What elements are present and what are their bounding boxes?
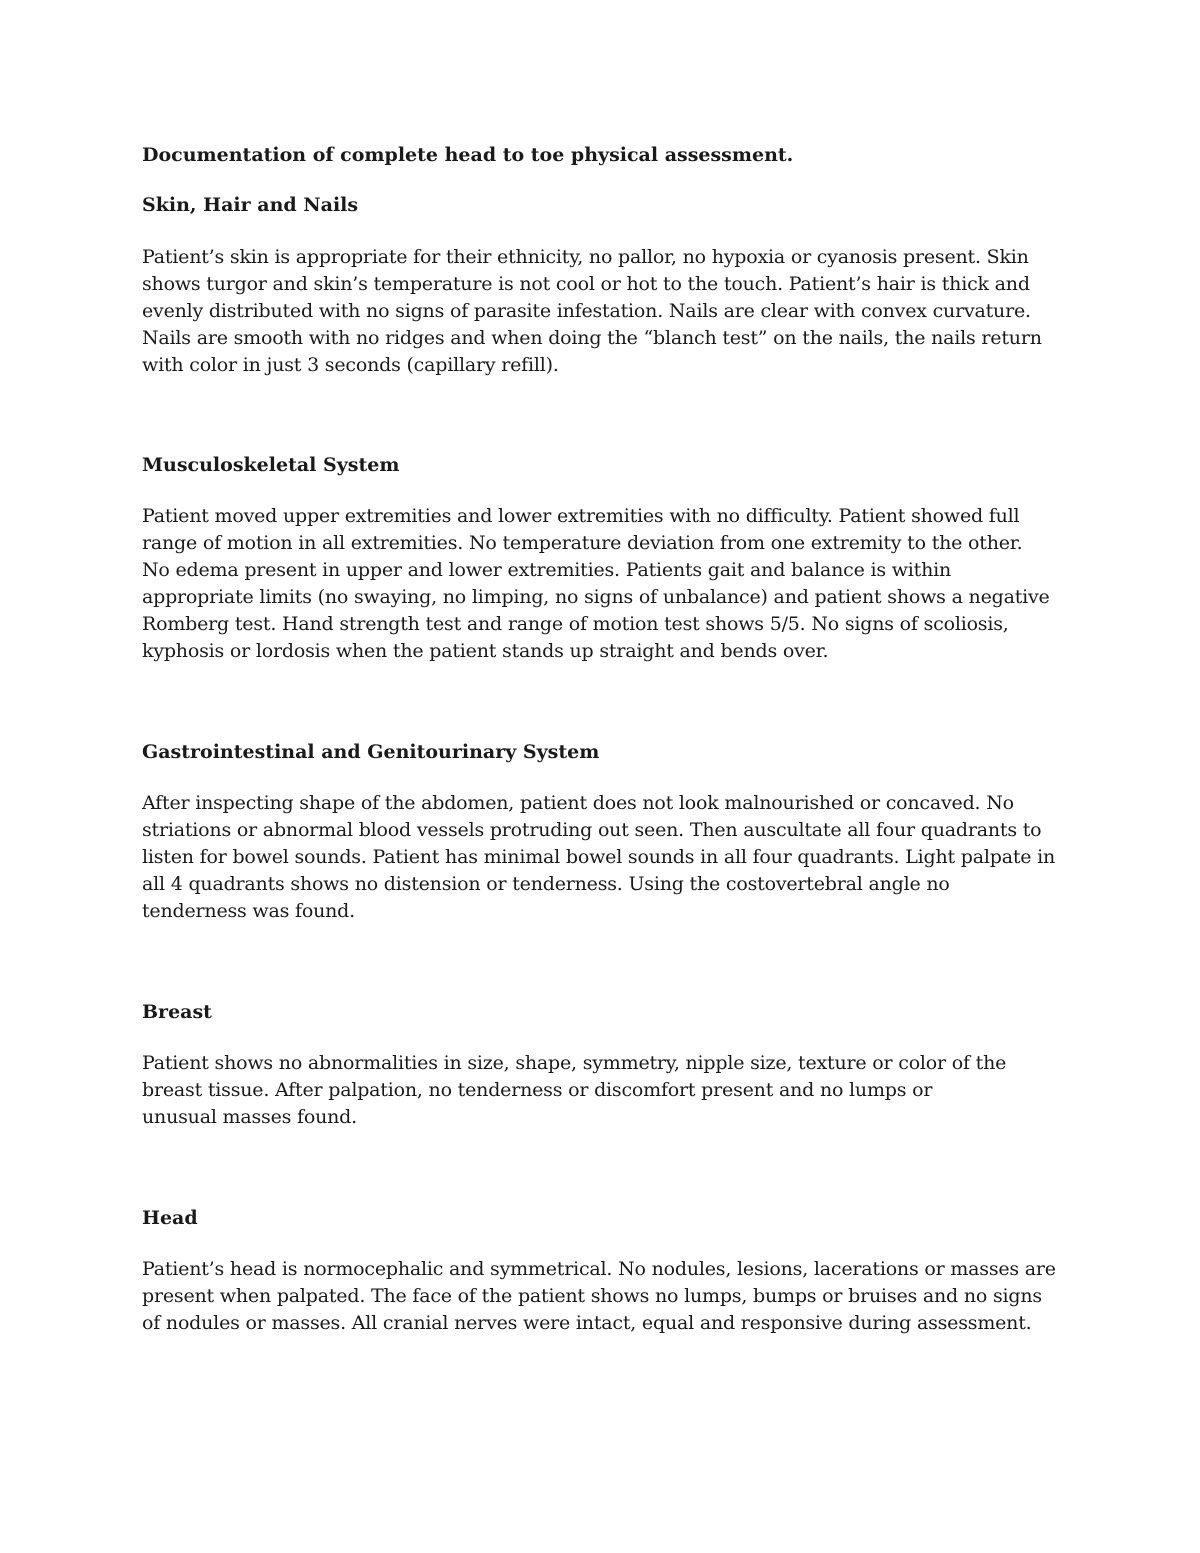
- section-heading-gastrointestinal: Gastrointestinal and Genitourinary System: [142, 741, 600, 763]
- section-body-breast: Patient shows no abnormalities in size, shape, symmetry, nipple size, texture or color of the breast tissue. After palpation, no tenderness or discomfort present and no lumps or unusual masses found.: [142, 1052, 1007, 1128]
- section-body-head: Patient’s head is normocephalic and symmetrical. No nodules, lesions, lacerations or masses are present when palpated. The face of the patient shows no lumps, bumps or bruises and no signs of nodules or masses. All cranial nerves were intact, equal and responsive during assessment.: [142, 1258, 1056, 1334]
- section-heading-skin-hair-nails: Skin, Hair and Nails: [142, 194, 359, 216]
- title-block: [142, 132, 793, 169]
- section-heading-head: Head: [142, 1207, 198, 1229]
- section-body-skin-hair-nails: Patient’s skin is appropriate for their ethnicity, no pallor, no hypoxia or cyanosis present. Skin shows turgor and skin’s temperature is not cool or hot to the touch. Patient’s hair is thick and evenly distributed with no signs of parasite infestation. Nails are clear with convex curvature. Nails are smooth with no ridges and when doing the “blanch test” on the nails, the nails return with color in just 3 seconds (capillary refill).: [142, 246, 1042, 376]
- section-heading-musculoskeletal: Musculoskeletal System: [142, 454, 400, 476]
- section-body-gastrointestinal: After inspecting shape of the abdomen, patient does not look malnourished or concaved. No striations or abnormal blood vessels protruding out seen. Then auscultate all four quadrants to listen for bowel sounds. Patient has minimal bowel sounds in all four quadrants. Light palpate in all 4 quadrants shows no distension or tenderness. Using the costovertebral angle no tenderness was found.: [142, 792, 1056, 922]
- document-title: Documentation of complete head to toe physical assessment.: [142, 144, 794, 166]
- section-body-musculoskeletal: Patient moved upper extremities and lower extremities with no difficulty. Patient showed full range of motion in all extremities. No temperature deviation from one extremity to the other. No edema present in upper and lower extremities. Patients gait and balance is within appropriate limits (no swaying, no limping, no signs of unbalance) and patient shows a negative Romberg test. Hand strength test and range of motion test shows 5/5. No signs of scoliosis, kyphosis or lordosis when the patient stands up straight and bends over.: [142, 505, 1050, 662]
- section-heading-breast: Breast: [142, 1001, 212, 1023]
